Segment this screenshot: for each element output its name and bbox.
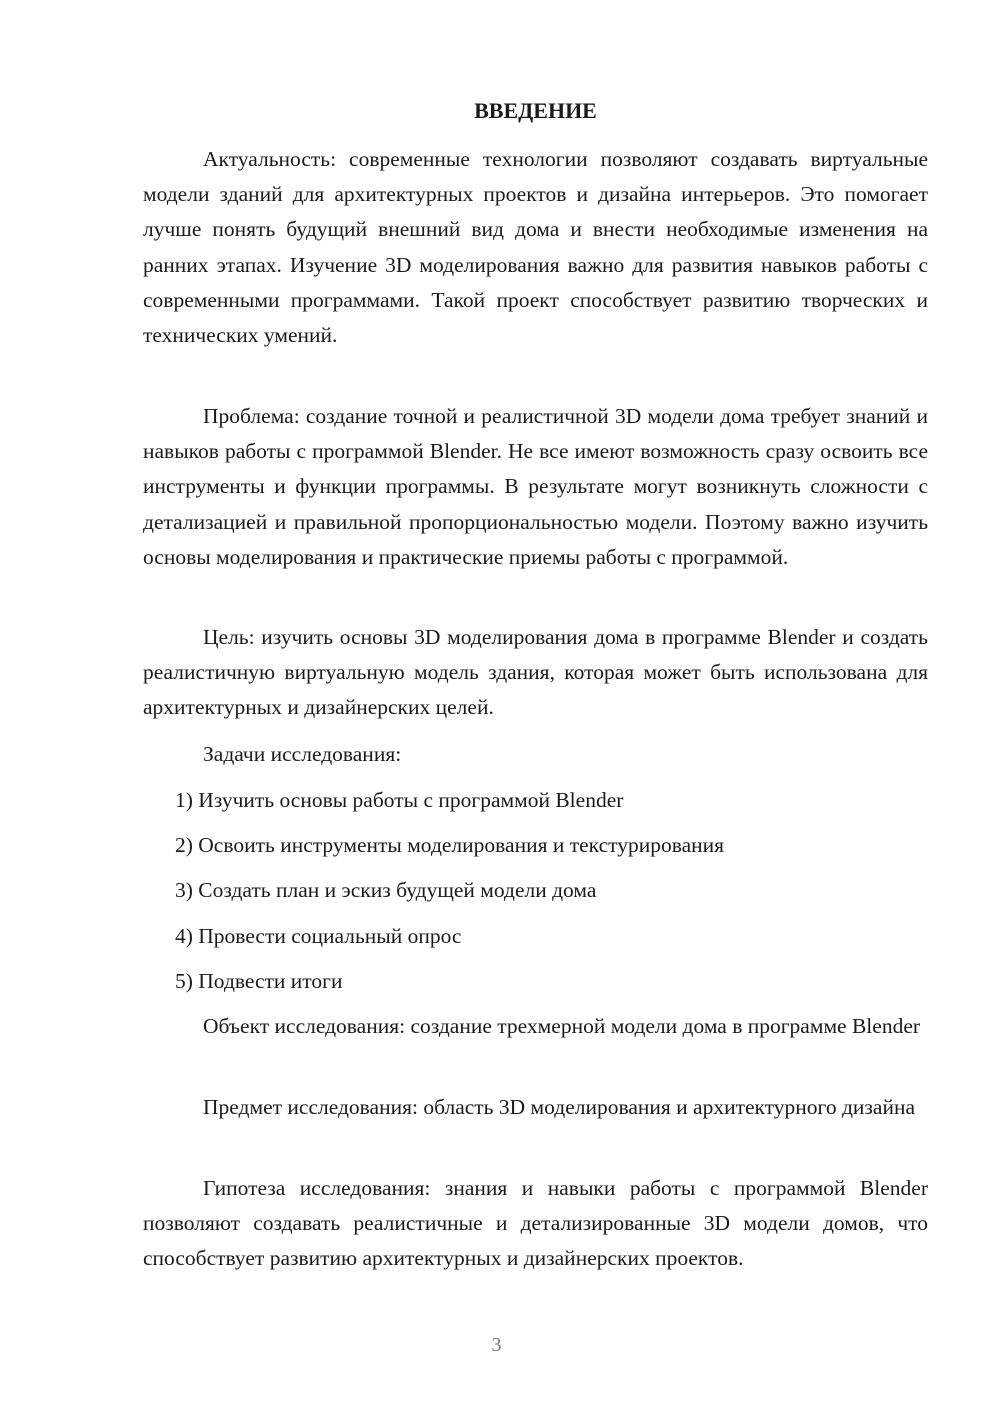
- tasks-title: Задачи исследования:: [203, 742, 402, 766]
- goal-paragraph: Цель: изучить основы 3D моделирования дома в программе Blender и создать реалистичную виртуальную модель здания, которая может быть использована для архитектурных и дизайнерских целей.: [143, 625, 928, 720]
- relevance-paragraph: Актуальность: современные технологии позволяют создавать виртуальные модели зданий для архитектурных проектов и дизайна интерьеров. Это помогает лучше понять будущий внешний вид дома и внести необходимые изменения на ранних этапах. Изучение 3D моделирования важно для развития навыков работы с современными программами. Такой проект способствует развитию творческих и технических умений.: [143, 147, 928, 348]
- task-list-item: 5) Подвести итоги: [175, 969, 343, 993]
- object-paragraph: Объект исследования: создание трехмерной модели дома в программе Blender: [203, 1014, 921, 1038]
- subject-paragraph: Предмет исследования: область 3D моделирования и архитектурного дизайна: [203, 1095, 915, 1119]
- page-number: 3: [491, 1334, 502, 1356]
- task-list-item: 4) Провести социальный опрос: [175, 924, 462, 948]
- section-heading: ВВЕДЕНИЕ: [474, 98, 597, 123]
- document-page: [143, 0, 928, 1414]
- task-list-item: 3) Создать план и эскиз будущей модели дома: [175, 878, 597, 902]
- problem-paragraph: Проблема: создание точной и реалистичной 3D модели дома требует знаний и навыков работы с программой Blender. Не все имеют возможность сразу освоить все инструменты и функции программы. В результате могут возникнуть сложности с детализацией и правильной пропорциональностью модели. Поэтому важно изучить основы моделирования и практические приемы работы с программой.: [143, 404, 928, 569]
- task-list-item: 1) Изучить основы работы с программой Blender: [175, 788, 624, 812]
- task-list-item: 2) Освоить инструменты моделирования и текстурирования: [175, 833, 725, 857]
- hypothesis-paragraph: Гипотеза исследования: знания и навыки работы с программой Blender позволяют создавать реалистичные и детализированные 3D модели домов, что способствует развитию архитектурных и дизайнерских проектов.: [143, 1176, 928, 1271]
